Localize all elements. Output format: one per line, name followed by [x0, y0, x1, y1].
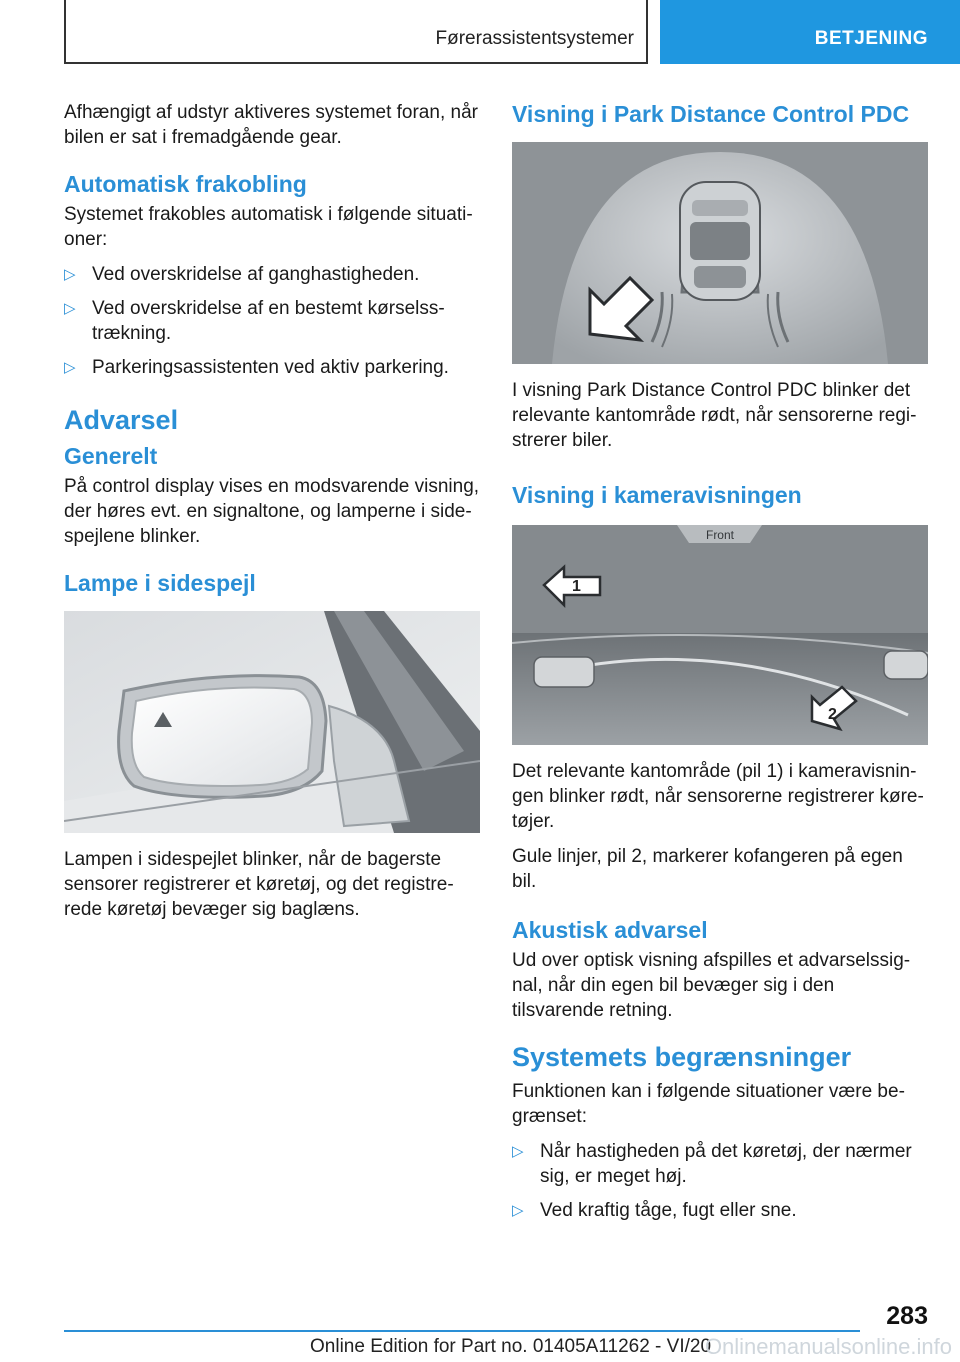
- pdc-illustration: [512, 142, 928, 364]
- auto-off-list: [64, 262, 480, 380]
- page-number: 283: [886, 1302, 928, 1330]
- limits-text: Funktionen kan i følgende situationer være begrænset:: [512, 1081, 905, 1127]
- mirror-caption: Lampen i sidespejlet blinker, når de bagerste sensorer registrerer et køretøj, og det registrerede køretøj bevæger sig baglæns.: [64, 849, 454, 920]
- list-item-text: Når hastigheden på det køretøj, der nærmer sig, er meget høj.: [540, 1141, 912, 1187]
- triangle-bullet-icon: ▷: [512, 1143, 524, 1160]
- header-section-title: Førerassistentsystemer: [435, 28, 634, 49]
- camera-illustration: [512, 525, 928, 745]
- triangle-bullet-icon: ▷: [64, 359, 76, 376]
- list-item: [64, 296, 480, 346]
- intro-text: Afhængigt af udstyr aktiveres systemet foran, når bilen er sat i fremadgående gear.: [64, 102, 478, 148]
- acoustic-text: Ud over optisk visning afspilles et advarselssignal, når din egen bil bevæger sig i den tilsvarende retning.: [512, 950, 911, 1021]
- warning-heading: Advarsel: [64, 405, 179, 435]
- header-section-box: [64, 0, 648, 64]
- mirror-heading: Lampe i sidespejl: [64, 570, 256, 596]
- limits-heading: Systemets begrænsninger: [512, 1042, 852, 1072]
- auto-off-heading: Automatisk frakobling: [64, 171, 307, 197]
- list-item: [64, 355, 480, 380]
- list-item-text: Ved overskridelse af ganghastigheden.: [92, 264, 420, 285]
- edition-text: Online Edition for Part no. 01405A11262 - VI/20: [310, 1336, 712, 1357]
- list-item-text: Ved overskridelse af en bestemt kørselsstrækning.: [92, 298, 445, 344]
- triangle-bullet-icon: ▷: [64, 266, 76, 283]
- mirror-illustration: [64, 611, 480, 833]
- list-item-text: Parkeringsassistenten ved aktiv parkering.: [92, 357, 449, 378]
- footer-divider: [64, 1330, 860, 1332]
- right-column: [512, 100, 928, 1232]
- camera-caption-2: Gule linjer, pil 2, markerer kofangeren på egen bil.: [512, 846, 903, 892]
- list-item: [512, 1139, 928, 1189]
- general-heading: Generelt: [64, 443, 158, 469]
- header-tab: [660, 0, 960, 64]
- list-item: [64, 262, 480, 287]
- arrow-1-label: 1: [572, 578, 581, 595]
- pdc-caption: I visning Park Distance Control PDC blinker det relevante kantområde rødt, når sensorerne registrerer biler.: [512, 380, 917, 451]
- limits-list: [512, 1139, 928, 1223]
- list-item: [512, 1198, 928, 1223]
- header-tab-label: BETJENING: [814, 28, 928, 49]
- general-text: På control display vises en modsvarende visning, der høres evt. en signaltone, og lamperne i sidespejlene blinker.: [64, 476, 480, 547]
- front-label: Front: [705, 528, 735, 542]
- camera-heading: Visning i kameravisningen: [512, 482, 802, 508]
- list-item-text: Ved kraftig tåge, fugt eller sne.: [540, 1200, 797, 1221]
- camera-caption-1: Det relevante kantområde (pil 1) i kameravisningen blinker rødt, når sensorerne registrerer køretøjer.: [512, 761, 924, 832]
- triangle-bullet-icon: ▷: [512, 1202, 524, 1219]
- pdc-heading: Visning i Park Distance Control PDC: [512, 101, 910, 127]
- watermark: Onlinemanualsonline.info: [704, 1334, 952, 1359]
- auto-off-text: Systemet frakobles automatisk i følgende situationer:: [64, 204, 473, 250]
- left-column: [64, 100, 480, 932]
- arrow-2-label: 2: [828, 706, 837, 723]
- triangle-bullet-icon: ▷: [64, 300, 76, 317]
- acoustic-heading: Akustisk advarsel: [512, 917, 708, 943]
